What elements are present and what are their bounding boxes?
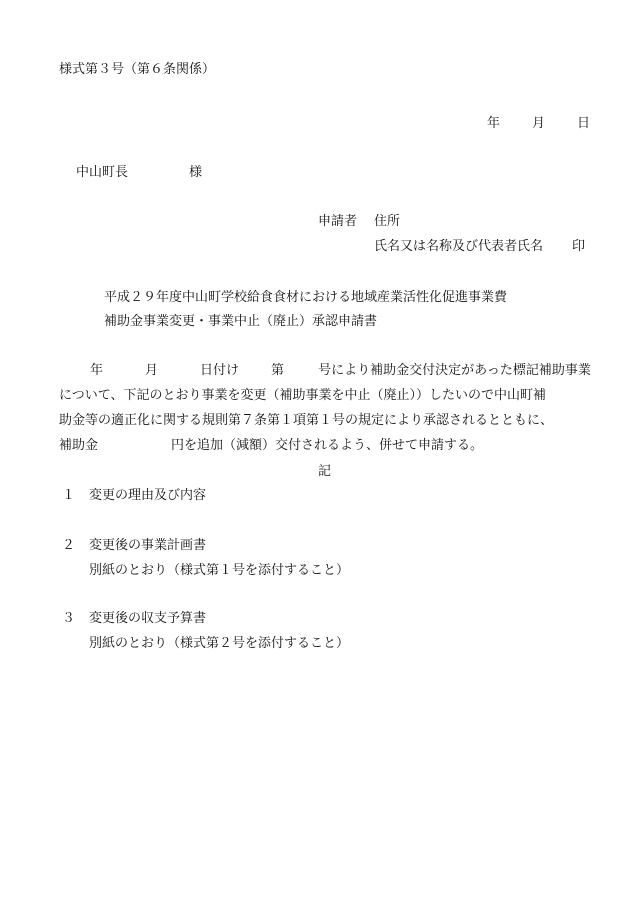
item-detail: 別紙のとおり（様式第１号を添付すること） (89, 563, 350, 578)
date-year-label: 年 (487, 116, 501, 131)
ki-label: 記 (318, 464, 332, 479)
item-number: ２ (62, 538, 76, 553)
item-title: 変更後の事業計画書 (89, 538, 207, 553)
body-row1-rest: 号により補助金交付決定があった標記補助事業 (318, 363, 591, 378)
date-month-label: 月 (532, 116, 546, 131)
item-title: 変更の理由及び内容 (89, 488, 207, 503)
body-month-label: 月 (145, 363, 159, 378)
item-detail: 別紙のとおり（様式第２号を添付すること） (89, 636, 350, 651)
body-number-prefix: 第 (271, 363, 285, 378)
body-date-label: 日付け (200, 363, 240, 378)
applicant-address-label: 住所 (374, 214, 401, 229)
addressee-name: 中山町長 (76, 165, 129, 180)
body-row (59, 358, 589, 383)
item-number: ３ (62, 611, 76, 626)
body-subsidy-label: 補助金 (59, 438, 99, 453)
seal-mark: 印 (572, 239, 586, 254)
document-title-line1: 平成２９年度中山町学校給食食材における地域産業活性化促進事業費 (104, 290, 508, 305)
applicant-name-label: 氏名又は名称及び代表者氏名 (374, 239, 544, 254)
body-paragraph (59, 358, 589, 458)
body-year-label: 年 (90, 363, 104, 378)
applicant-label: 申請者 (318, 214, 358, 229)
document-title-line2: 補助金事業変更・事業中止（廃止）承認申請書 (104, 314, 378, 329)
form-number: 様式第３号（第６条関係） (59, 62, 216, 77)
item-title: 変更後の収支予算書 (89, 611, 207, 626)
item-number: １ (62, 488, 76, 503)
date-day-label: 日 (577, 116, 591, 131)
body-row (59, 433, 589, 458)
body-row4-rest: 円を追加（減額）交付されるよう、併せて申請する。 (171, 438, 484, 453)
addressee-honorific: 様 (189, 165, 203, 180)
body-row: について、下記のとおり事業を変更（補助事業を中止（廃止））したいので中山町補 (59, 388, 546, 403)
body-row: 助金等の適正化に関する規則第７条第１項第１号の規定により承認されるとともに、 (59, 413, 554, 428)
